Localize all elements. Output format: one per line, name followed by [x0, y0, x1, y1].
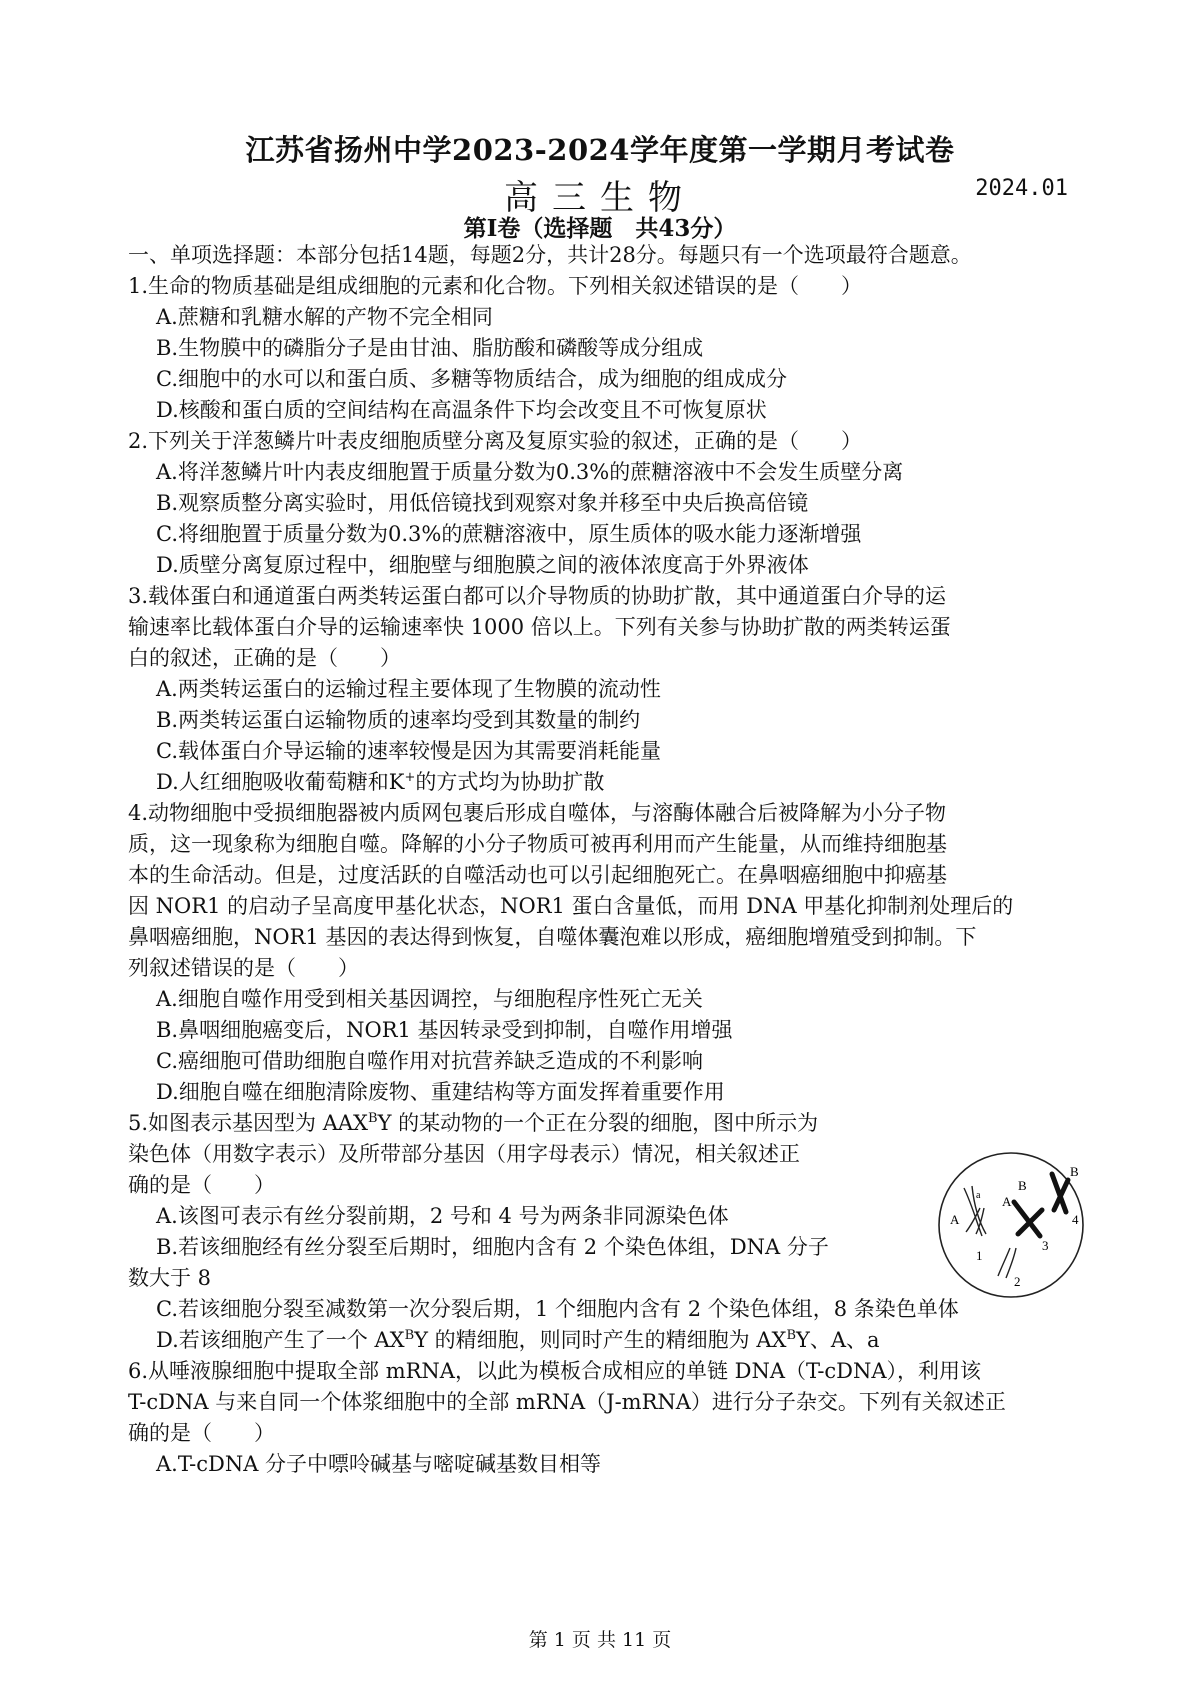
q5-option-b-line2: 数大于 8 — [128, 1266, 212, 1290]
q6-stem-line2: T-cDNA 与来自同一个体浆细胞中的全部 mRNA（J-mRNA）进行分子杂交。下列有关叙述正 — [128, 1390, 1006, 1414]
chromosome-3 — [1014, 1202, 1042, 1236]
q3-option-a: A.两类转运蛋白的运输过程主要体现了生物膜的流动性 — [156, 677, 661, 701]
q5-stem-text-end: Y 的某动物的一个正在分裂的细胞，图中所示为 — [377, 1111, 819, 1135]
q2-option-a: A.将洋葱鳞片叶内表皮细胞置于质量分数为0.3%的蔗糖溶液中不会发生质壁分离 — [156, 460, 904, 484]
q3-option-c: C.载体蛋白介导运输的速率较慢是因为其需要消耗能量 — [156, 739, 661, 763]
label-a-center: A — [1002, 1194, 1012, 1209]
q5-option-d-text: D.若该细胞产生了一个 AX — [156, 1328, 405, 1352]
label-b-upper: B — [1018, 1178, 1027, 1193]
q4-stem-line6: 列叙述错误的是（ ） — [128, 956, 359, 980]
q4-stem-line5: 鼻咽癌细胞，NOR1 基因的表达得到恢复，自噬体囊泡难以形成，癌细胞增殖受到抑制。下 — [128, 925, 977, 949]
chromosome-4 — [1052, 1174, 1068, 1212]
q5-stem-line1 — [128, 1108, 1078, 1139]
q5-stem-superscript: B — [368, 1111, 378, 1126]
q5-option-d-text-mid: Y 的精细胞，则同时产生的精细胞为 AX — [414, 1328, 787, 1352]
q3-option-d-text-end: 的方式均为协助扩散 — [415, 770, 605, 794]
q5-option-a: A.该图可表示有丝分裂前期，2 号和 4 号为两条非同源染色体 — [156, 1204, 729, 1228]
exam-title: 江苏省扬州中学2023-2024学年度第一学期月考试卷 — [245, 133, 955, 167]
cell-figure-svg — [936, 1150, 1086, 1300]
q5-option-d — [128, 1325, 1078, 1356]
q5-option-b-line1: B.若该细胞经有丝分裂至后期时，细胞内含有 2 个染色体组，DNA 分子 — [156, 1235, 829, 1259]
q3-stem-line2: 输速率比载体蛋白介导的运输速率快 1000 倍以上。下列有关参与协助扩散的两类转运蛋 — [128, 615, 951, 639]
q4-stem-line2: 质，这一现象称为细胞自噬。降解的小分子物质可被再利用而产生能量，从而维持细胞基 — [128, 832, 947, 856]
q3-option-d-superscript: + — [404, 770, 416, 785]
q4-option-d: D.细胞自噬在细胞清除废物、重建结构等方面发挥着重要作用 — [156, 1080, 725, 1104]
chromosome-1 — [964, 1186, 986, 1236]
label-number-4: 4 — [1072, 1212, 1079, 1227]
q1-option-a: A.蔗糖和乳糖水解的产物不完全相同 — [156, 305, 493, 329]
q4-option-c: C.癌细胞可借助细胞自噬作用对抗营养缺乏造成的不利影响 — [156, 1049, 703, 1073]
section-title: 第Ⅰ卷（选择题 共43分） — [463, 215, 737, 242]
q1-option-b: B.生物膜中的磷脂分子是由甘油、脂肪酸和磷酸等成分组成 — [156, 336, 704, 360]
q3-stem-line3: 白的叙述，正确的是（ ） — [128, 646, 401, 670]
label-a-left: A — [950, 1212, 960, 1227]
q4-stem-line1: 4.动物细胞中受损细胞器被内质网包裹后形成自噬体，与溶酶体融合后被降解为小分子物 — [128, 801, 947, 825]
q5-stem-text: 5.如图表示基因型为 AAX — [128, 1111, 368, 1135]
q5-option-d-superscript-1: B — [404, 1328, 415, 1343]
q3-stem-line1: 3.载体蛋白和通道蛋白两类转运蛋白都可以介导物质的协助扩散，其中通道蛋白介导的运 — [128, 584, 947, 608]
label-number-2: 2 — [1014, 1274, 1021, 1289]
cell-division-figure — [936, 1150, 1086, 1300]
section-instructions: 一、单项选择题：本部分包括14题，每题2分，共计28分。每题只有一个选项最符合题意。 — [128, 243, 972, 267]
q1-option-d: D.核酸和蛋白质的空间结构在高温条件下均会改变且不可恢复原状 — [156, 398, 767, 422]
label-number-1: 1 — [976, 1248, 983, 1263]
subject-title: 高三生物 — [504, 178, 696, 218]
q3-option-b: B.两类转运蛋白运输物质的速率均受到其数量的制约 — [156, 708, 641, 732]
label-number-3: 3 — [1042, 1238, 1049, 1253]
q5-option-d-superscript-2: B — [786, 1328, 797, 1343]
page-footer: 第 1 页 共 11 页 — [528, 1629, 672, 1651]
q4-stem-line4: 因 NOR1 的启动子呈高度甲基化状态，NOR1 蛋白含量低，而用 DNA 甲基化抑制剂处理后的 — [128, 894, 1014, 918]
q6-stem-line3: 确的是（ ） — [128, 1421, 275, 1445]
label-b-right: B — [1070, 1164, 1079, 1179]
q3-option-d — [128, 767, 1078, 798]
q6-stem-line1: 6.从唾液腺细胞中提取全部 mRNA，以此为模板合成相应的单链 DNA（T-cDNA），利用该 — [128, 1359, 982, 1383]
q5-option-d-text-end: Y、A、a — [796, 1328, 880, 1352]
q3-option-d-text: D.人红细胞吸收葡萄糖和K — [156, 770, 405, 794]
q5-option-c: C.若该细胞分裂至减数第一次分裂后期，1 个细胞内含有 2 个染色体组，8 条染色单体 — [156, 1297, 959, 1321]
q4-option-a: A.细胞自噬作用受到相关基因调控，与细胞程序性死亡无关 — [156, 987, 703, 1011]
q1-stem: 1.生命的物质基础是组成细胞的元素和化合物。下列相关叙述错误的是（ ） — [128, 274, 863, 298]
q2-stem: 2.下列关于洋葱鳞片叶表皮细胞质壁分离及复原实验的叙述，正确的是（ ） — [128, 429, 863, 453]
q2-option-c: C.将细胞置于质量分数为0.3%的蔗糖溶液中，原生质体的吸水能力逐渐增强 — [156, 522, 862, 546]
q5-stem-line3: 确的是（ ） — [128, 1173, 275, 1197]
q2-option-b: B.观察质整分离实验时，用低倍镜找到观察对象并移至中央后换高倍镜 — [156, 491, 809, 515]
label-a-small: a — [976, 1190, 981, 1201]
q2-option-d: D.质壁分离复原过程中，细胞壁与细胞膜之间的液体浓度高于外界液体 — [156, 553, 809, 577]
q4-stem-line3: 本的生命活动。但是，过度活跃的自噬活动也可以引起细胞死亡。在鼻咽癌细胞中抑癌基 — [128, 863, 947, 887]
q1-option-c: C.细胞中的水可以和蛋白质、多糖等物质结合，成为细胞的组成成分 — [156, 367, 787, 391]
q6-option-a: A.T-cDNA 分子中嘌呤碱基与嘧啶碱基数目相等 — [156, 1452, 602, 1476]
q5-stem-line2: 染色体（用数字表示）及所带部分基因（用字母表示）情况，相关叙述正 — [128, 1142, 800, 1166]
cell-membrane-circle — [939, 1153, 1083, 1297]
q4-option-b: B.鼻咽细胞癌变后，NOR1 基因转录受到抑制，自噬作用增强 — [156, 1018, 733, 1042]
exam-date: 2024.01 — [975, 176, 1068, 201]
